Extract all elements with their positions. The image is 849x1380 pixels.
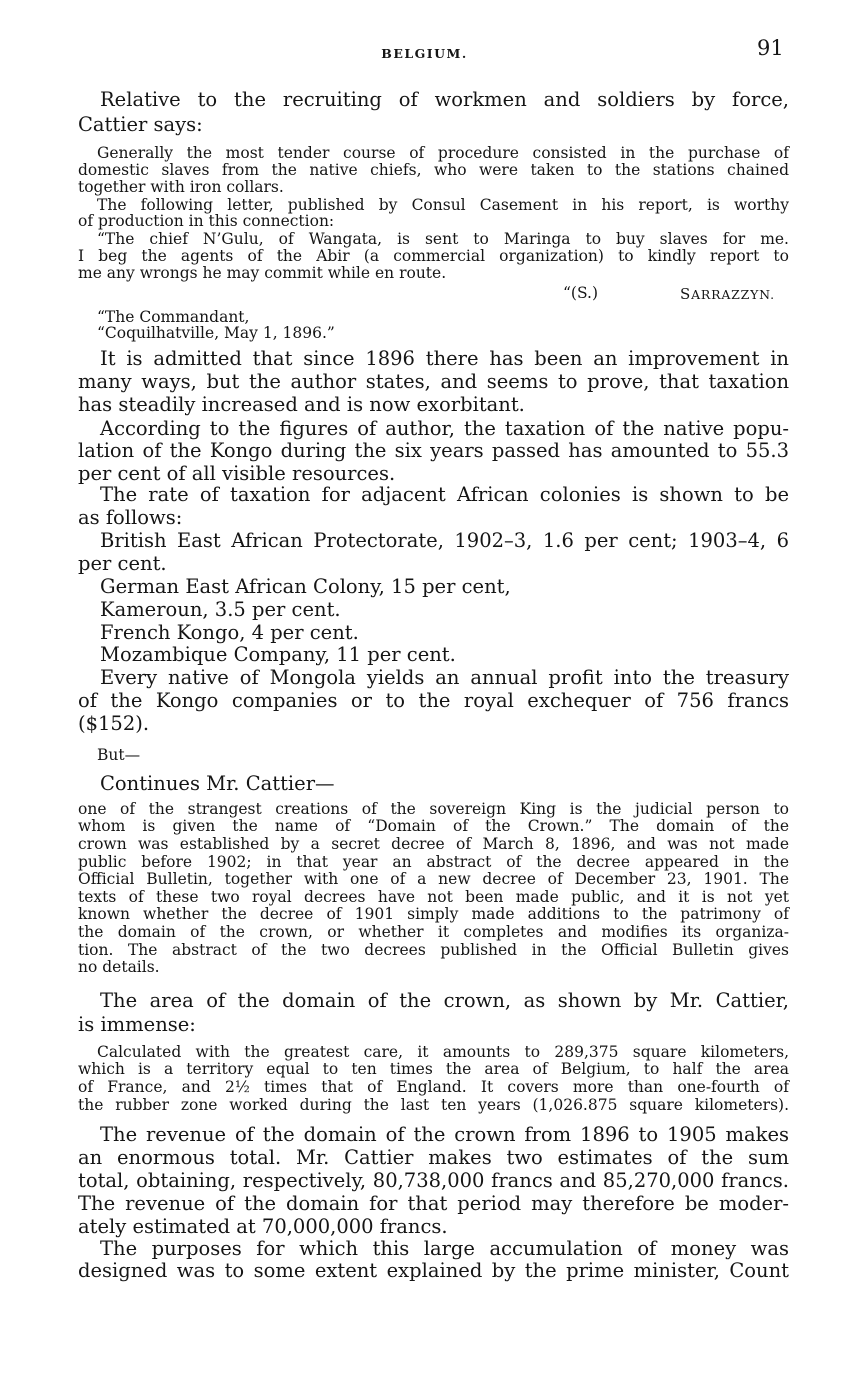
text-line: per cent of all visible resources. xyxy=(78,462,396,485)
quote-line: public before 1902; in that year an abstract of the decree appeared in the xyxy=(78,853,789,871)
quote-line: no details. xyxy=(78,958,160,976)
text-line: Relative to the recruiting of workmen and soldiers by force, xyxy=(100,88,789,111)
page-number: 91 xyxy=(757,36,784,60)
text-line: an enormous total. Mr. Cattier makes two estimates of the sum xyxy=(78,1146,789,1169)
quote-line: the rubber zone worked during the last ten years (1,026.875 square kilometers). xyxy=(78,1096,789,1114)
quote-line: crown was established by a secret decree of March 8, 1896, and was not made xyxy=(78,835,789,853)
running-head: BELGIUM. xyxy=(381,46,468,61)
text-line: The revenue of the domain for that period may therefore be moder- xyxy=(78,1192,789,1215)
text-line: It is admitted that since 1896 there has been an improvement in xyxy=(100,347,789,370)
quote-line: tion. The abstract of the two decrees published in the Official Bulletin gives xyxy=(78,941,789,959)
tax-rate-item: Kameroun, 3.5 per cent. xyxy=(100,598,341,621)
tax-rate-item: German East African Colony, 15 per cent, xyxy=(100,575,511,598)
letter-signature xyxy=(0,285,849,303)
text-line: designed was to some extent explained by the prime minister, Count xyxy=(78,1259,789,1282)
quote-line: Official Bulletin, together with one of a new decree of December 23, 1901. The xyxy=(78,870,789,888)
text-line: The revenue of the domain of the crown from 1896 to 1905 makes xyxy=(100,1123,789,1146)
quote-line: whom is given the name of “Domain of the Crown.” The domain of the xyxy=(78,817,789,835)
signature-name: SARRAZZYN. xyxy=(680,285,775,303)
text-line: of the Kongo companies or to the royal exchequer of 756 francs xyxy=(78,689,789,712)
tax-rate-item: British East African Protectorate, 1902–3, 1.6 per cent; 1903–4, 6 xyxy=(100,529,789,552)
text-line: Cattier says: xyxy=(78,113,203,136)
quote-line: “The Commandant, xyxy=(97,308,250,326)
quote-line: texts of these two royal decrees have not been made public, and it is not yet xyxy=(78,888,789,906)
but-label: But— xyxy=(97,746,141,764)
quote-line: known whether the decree of 1901 simply made additions to the patrimony of xyxy=(78,905,789,923)
quote-line: Calculated with the greatest care, it amounts to 289,375 square kilometers, xyxy=(97,1043,789,1061)
tax-rate-item: French Kongo, 4 per cent. xyxy=(100,621,359,644)
text-line: Every native of Mongola yields an annual profit into the treasury xyxy=(100,666,789,689)
quote-line: me any wrongs he may commit while en route. xyxy=(78,264,447,282)
quote-line: the domain of the crown, or whether it completes and modifies its organiza- xyxy=(78,923,789,941)
continues-label: Continues Mr. Cattier— xyxy=(100,772,335,795)
text-line: The purposes for which this large accumulation of money was xyxy=(100,1237,789,1260)
text-line: According to the figures of author, the taxation of the native popu- xyxy=(100,417,789,440)
quote-line: domestic slaves from the native chiefs, who were taken to the stations chained xyxy=(78,161,789,179)
quote-line: “The chief N’Gulu, of Wangata, is sent to Maringa to buy slaves for me. xyxy=(97,230,789,248)
text-line: lation of the Kongo during the six years passed has amounted to 55.3 xyxy=(78,439,789,462)
text-line: ately estimated at 70,000,000 francs. xyxy=(78,1215,448,1238)
text-line: has steadily increased and is now exorbitant. xyxy=(78,393,525,416)
text-line: as follows: xyxy=(78,506,183,529)
tax-rate-item: per cent. xyxy=(78,552,167,575)
quote-line: of France, and 2½ times that of England. It covers more than one-fourth of xyxy=(78,1078,789,1096)
text-line: The rate of taxation for adjacent African colonies is shown to be xyxy=(100,483,789,506)
quote-line: one of the strangest creations of the sovereign King is the judicial person to xyxy=(78,800,789,818)
text-line: ($152). xyxy=(78,712,150,735)
text-line: The area of the domain of the crown, as shown by Mr. Cattier, xyxy=(100,989,789,1012)
quote-line: The following letter, published by Consul Casement in his report, is worthy xyxy=(97,196,789,214)
text-line: is immense: xyxy=(78,1013,196,1036)
quote-line: I beg the agents of the Abir (a commercial organization) to kindly report to xyxy=(78,247,789,265)
quote-line: which is a territory equal to ten times the area of Belgium, to half the area xyxy=(78,1060,789,1078)
text-line: total, obtaining, respectively, 80,738,000 francs and 85,270,000 francs. xyxy=(78,1169,789,1192)
quote-line: Generally the most tender course of procedure consisted in the purchase of xyxy=(97,144,789,162)
quote-line: together with iron collars. xyxy=(78,178,284,196)
text-line: many ways, but the author states, and seems to prove, that taxation xyxy=(78,370,789,393)
quote-line: “Coquilhatville, May 1, 1896.” xyxy=(97,324,335,342)
tax-rate-item: Mozambique Company, 11 per cent. xyxy=(100,643,456,666)
quote-line: of production in this connection: xyxy=(78,212,335,230)
signature-mark: “(S.) xyxy=(563,284,599,302)
